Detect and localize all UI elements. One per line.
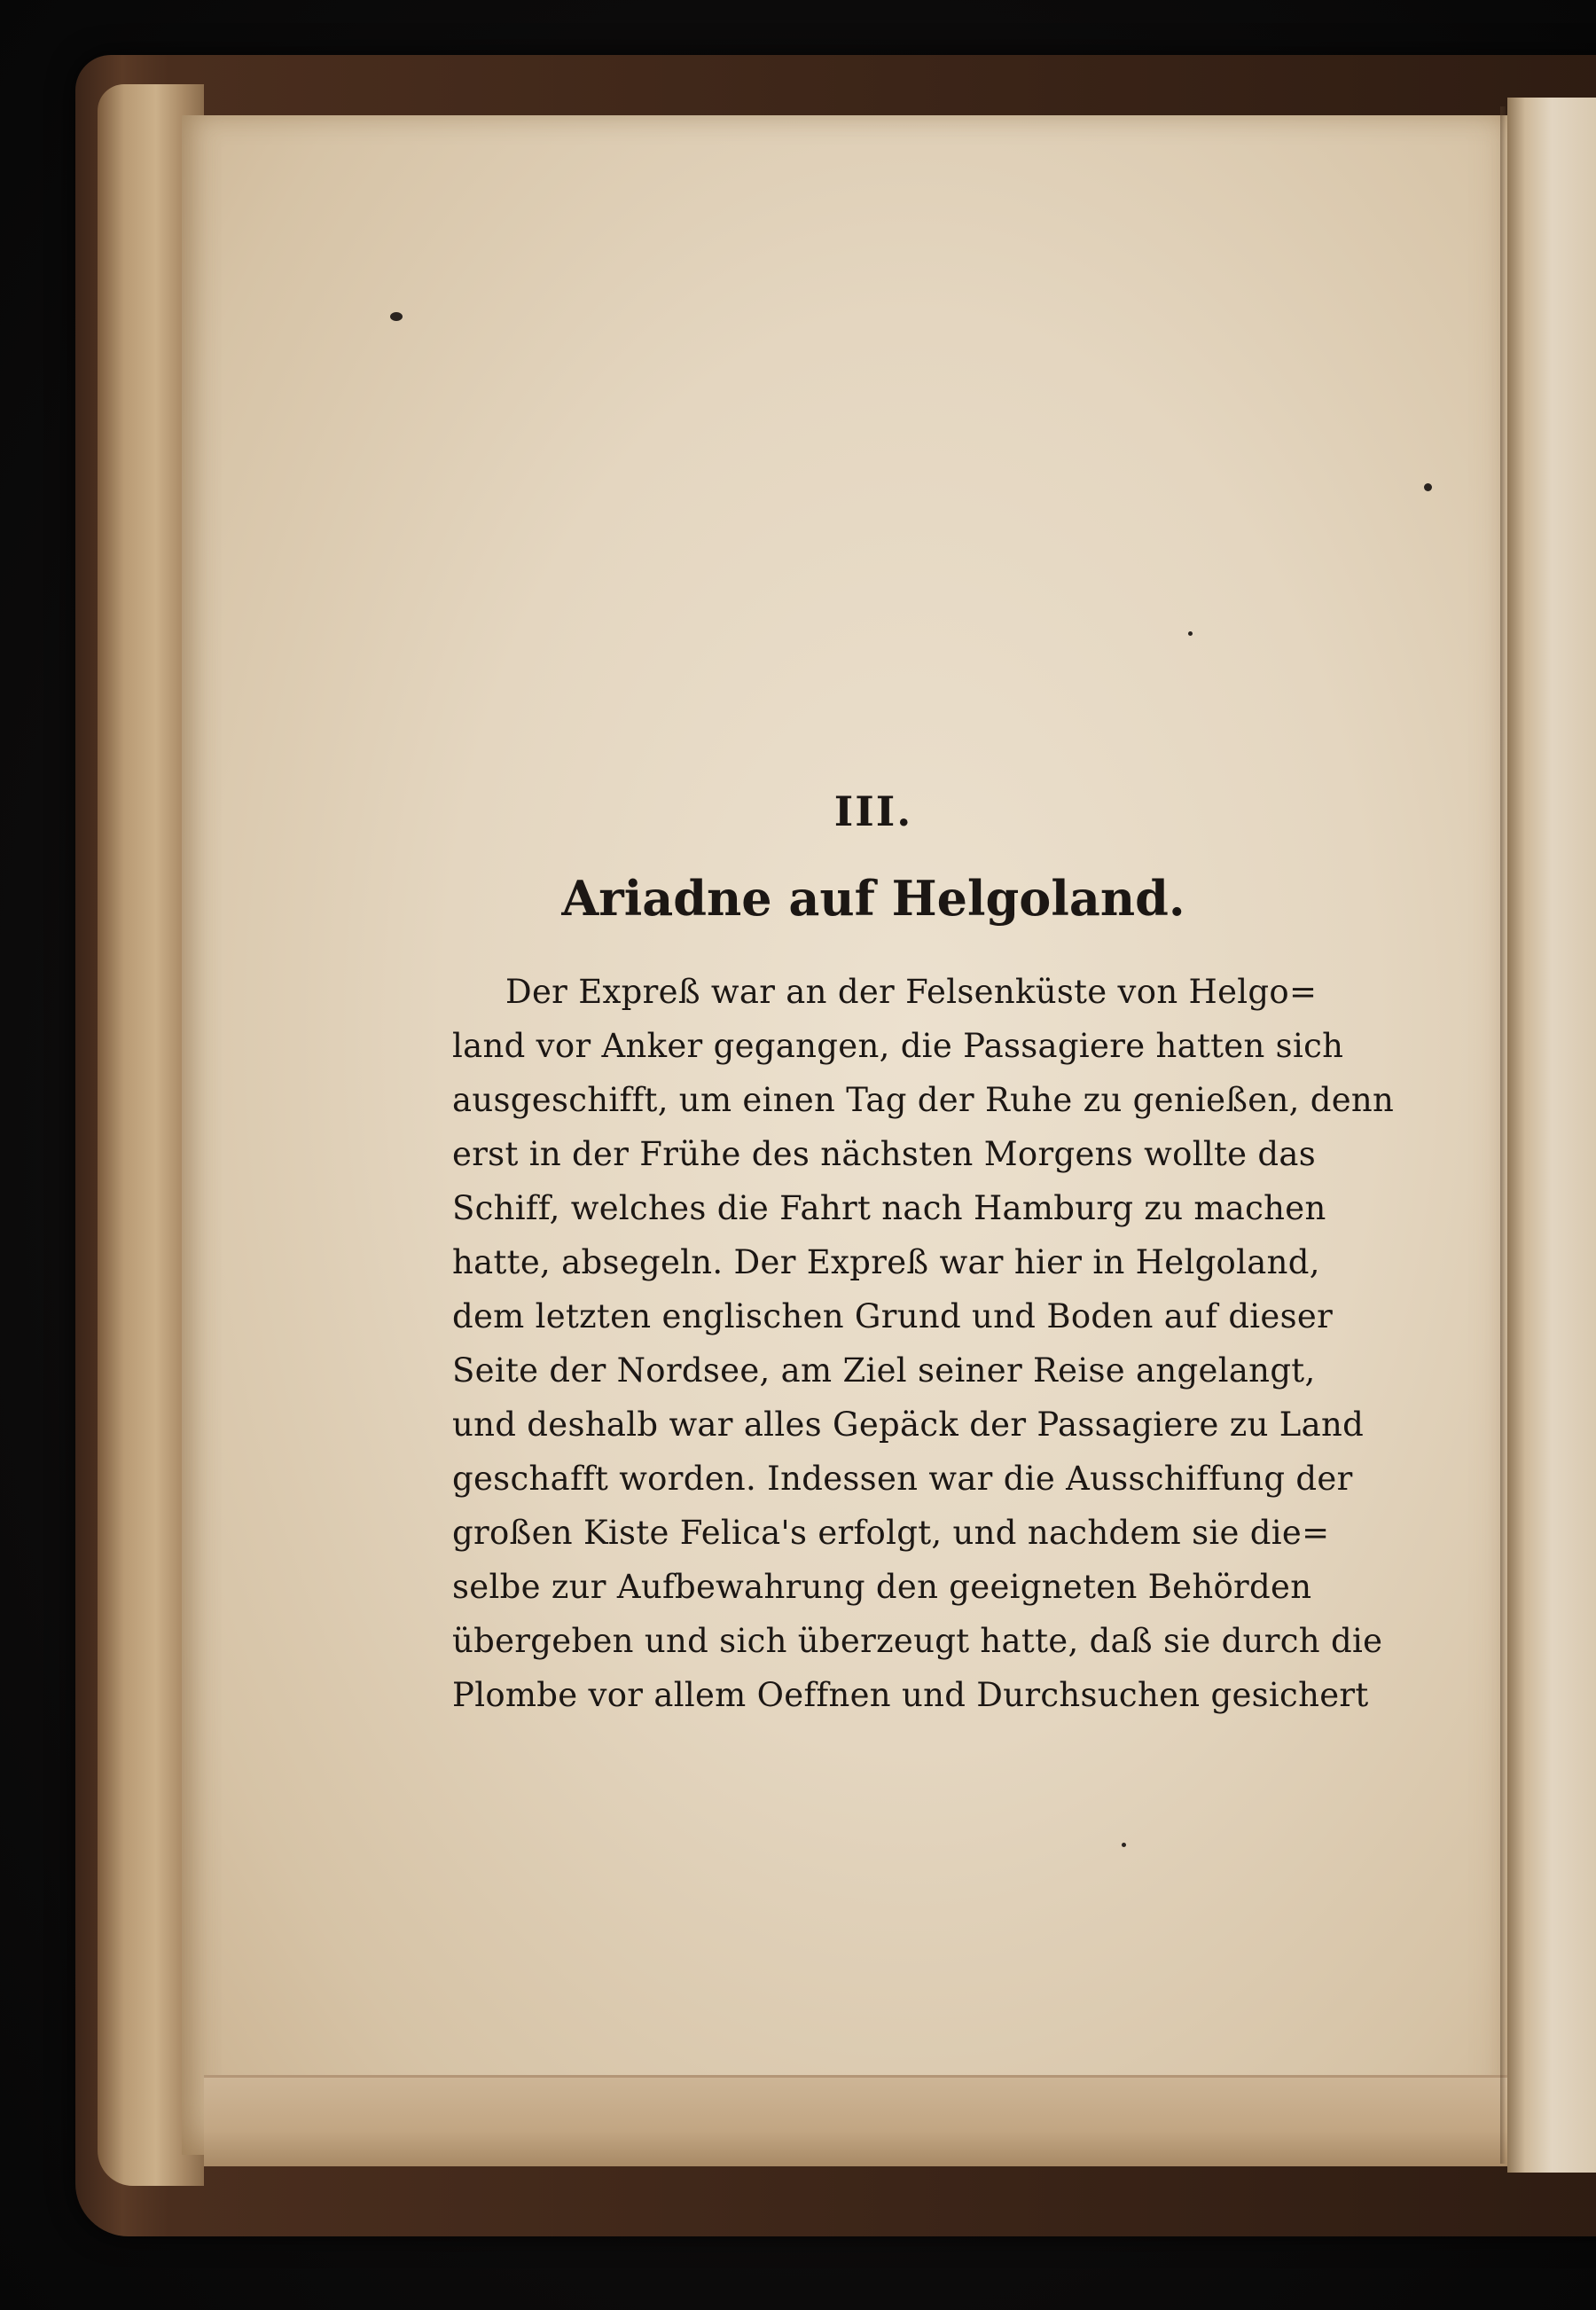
text-line: ausgeschifft, um einen Tag der Ruhe zu genießen, denn <box>452 1081 1395 1119</box>
facing-page <box>1507 98 1596 2173</box>
text-line: Seite der Nordsee, am Ziel seiner Reise angelangt, <box>452 1351 1316 1390</box>
page-speck <box>1188 631 1193 636</box>
page-speck <box>1122 1843 1126 1847</box>
page-gutter <box>1500 106 1506 2164</box>
chapter-title: Ariadne auf Helgoland. <box>561 870 1185 927</box>
text-line: Schiff, welches die Fahrt nach Hamburg zu machen <box>452 1189 1326 1227</box>
page-speck <box>1424 483 1432 491</box>
page-text <box>452 780 1395 1722</box>
text-line: selbe zur Aufbewahrung den geeigneten Behörden <box>452 1568 1312 1606</box>
chapter-number: III. <box>833 787 913 835</box>
text-line: übergeben und sich überzeugt hatte, daß sie durch die <box>452 1622 1383 1660</box>
text-line: Der Expreß war an der Felsenküste von Helgo= <box>505 973 1318 1011</box>
text-line: geschafft worden. Indessen war die Ausschiffung der <box>452 1460 1353 1498</box>
text-line: und deshalb war alles Gepäck der Passagiere zu Land <box>452 1406 1365 1444</box>
page-bottom-edge <box>204 2075 1507 2166</box>
text-line: Plombe vor allem Oeffnen und Durchsuchen gesichert <box>452 1676 1369 1714</box>
text-line: dem letzten englischen Grund und Boden auf dieser <box>452 1297 1334 1335</box>
text-line: hatte, absegeln. Der Expreß war hier in Helgoland, <box>452 1243 1320 1281</box>
text-line: erst in der Frühe des nächsten Morgens wollte das <box>452 1135 1317 1173</box>
page-speck <box>390 312 403 321</box>
paragraph <box>452 965 1395 1722</box>
text-line: großen Kiste Felica's erfolgt, und nachdem sie die= <box>452 1514 1330 1552</box>
text-line: land vor Anker gegangen, die Passagiere hatten sich <box>452 1027 1344 1065</box>
